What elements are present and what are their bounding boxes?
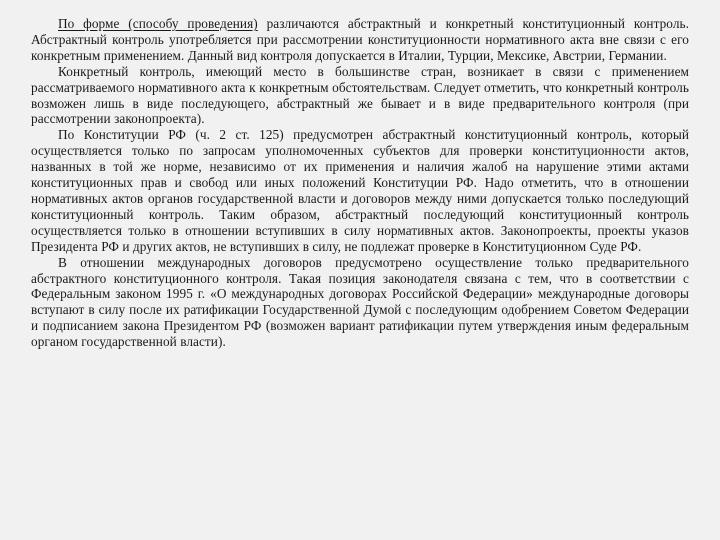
document-body — [31, 16, 689, 350]
paragraph-lead-phrase: По форме (способу проведения) — [58, 16, 258, 31]
paragraph-concrete-control: Конкретный контроль, имеющий место в большинстве стран, возникает в связи с применением рассматриваемого нормативного акта к конкретным обстоятельствам. Следует отметить, что конкретный контроль возможен лишь в виде последующего, абстрактный же бывает и в виде предварительного контроля (при рассмотрении законопроекта). — [31, 63, 689, 127]
paragraph-text: различаются абстрактный и конкретный конституционный контроль. Абстрактный контроль употребляется при рассмотрении конституционности нормативного акта вне связи с его конкретным применением. Данный вид контроля допускается в Италии, Турции, Мексике, Австрии, Германии. — [31, 16, 689, 63]
paragraph-international-treaties: В отношении международных договоров предусмотрено осуществление только предварительного абстрактного конституционного контроля. Такая позиция законодателя связана с тем, что в соответствии с Федеральным законом 1995 г. «О международных договорах Российской Федерации» международные договоры вступают в силу после их ратификации Государственной Думой с последующим одобрением Советом Федерации и подписанием закона Президентом РФ (возможен вариант ратификации путем утверждения иным федеральным органом государственной власти). — [31, 254, 689, 350]
paragraph-form-of-control — [31, 16, 689, 64]
paragraph-constitution-rf: По Конституции РФ (ч. 2 ст. 125) предусмотрен абстрактный конституционный контроль, который осуществляется только по запросам уполномоченных субъектов для проверки конституционности актов, названных в той же норме, независимо от их применения и наличия жалоб на нарушение этими актами конституционных прав и свобод или иных положений Конституции РФ. Надо отметить, что в отношении нормативных актов органов государственной власти и договоров между ними допускается только последующий конституционный контроль. Таким образом, абстрактный последующий конституционный контроль осуществляется только в отношении вступивших в силу нормативных актов. Законопроекты, проекты указов Президента РФ и других актов, не вступивших в силу, не подлежат проверке в Конституционном Суде РФ. — [31, 127, 689, 254]
